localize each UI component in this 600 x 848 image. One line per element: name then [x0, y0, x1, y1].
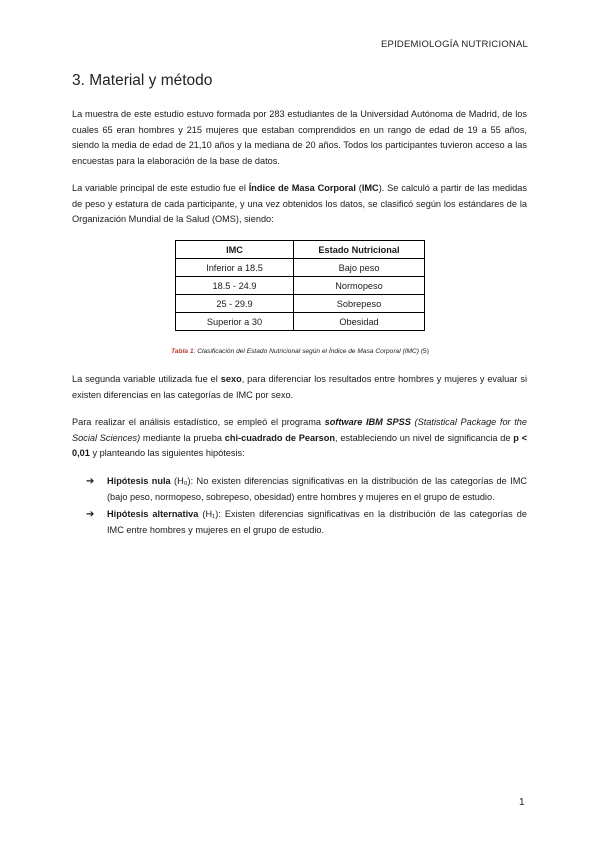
table-row	[176, 277, 425, 295]
p4-software-name: software IBM SPSS	[324, 417, 411, 427]
imc-classification-table	[175, 240, 425, 331]
p4-bold-test: chi-cuadrado de Pearson	[224, 432, 335, 443]
hypothesis-term: Hipótesis nula	[107, 476, 171, 486]
table-row	[176, 259, 425, 277]
table-cell-imc: Superior a 30	[176, 313, 294, 331]
p2-text-a: La variable principal de este estudio fue el	[72, 183, 249, 193]
table-caption	[0, 348, 600, 355]
hypotheses-list	[72, 474, 527, 541]
paragraph-sample	[72, 107, 527, 170]
list-item-alternative-hypothesis	[72, 507, 527, 538]
paragraph-second-variable	[72, 372, 527, 403]
hypothesis-term: Hipótesis alternativa	[107, 509, 199, 520]
section-title: 3. Material y método	[72, 72, 213, 89]
table-cell-estado: Normopeso	[294, 277, 425, 295]
arrow-right-icon: ➔	[86, 476, 95, 487]
table-header-estado: Estado Nutricional	[294, 241, 425, 259]
caption-label: Tabla 1	[171, 348, 194, 355]
p4-text-d: mediante la prueba	[140, 432, 225, 443]
paragraph-statistical-analysis	[72, 415, 527, 462]
table-cell-estado: Obesidad	[294, 313, 425, 331]
p3-bold-sexo: sexo	[220, 374, 242, 384]
running-header: EPIDEMIOLOGÍA NUTRICIONAL	[381, 39, 528, 50]
page-number: 1	[519, 797, 525, 808]
p4-text-h: y planteando las siguientes hipótesis:	[89, 448, 245, 459]
hypothesis-symbol: (H₀)	[170, 476, 191, 486]
p2-text-c: (	[355, 183, 362, 193]
p4-text-a: Para realizar el análisis estadístico, se empleó el programa	[72, 417, 325, 427]
table-header-row	[176, 241, 425, 259]
p4-software-expansion: (Statistical Package for the Social Sciences)	[72, 417, 527, 443]
paragraph-sample-text: La muestra de este estudio estuvo formada por 283 estudiantes de la Universidad Autónoma de Madrid, de los cuales 65 eran hombres y 215 mujeres que estaban comprendidos en un rango de edad de 19 a 55 años, siendo la media de edad de 21,10 años y la mediana de 20 años. Todos los participantes tuvieron acceso a las encuestas para la elaboración de la base de datos.	[72, 109, 527, 167]
hypothesis-text: : No existen diferencias significativas en la distribución de las categorías de IMC (bajo peso, normopeso, sobrepeso, obesidad) entre hombres y mujeres en el grupo de estudio.	[107, 476, 527, 502]
hypothesis-text: : Existen diferencias significativas en la distribución de las categorías de IMC entre hombres y mujeres en el grupo de estudio.	[107, 509, 527, 536]
table-row	[176, 295, 425, 313]
table-cell-imc: 18.5 - 24.9	[176, 277, 294, 295]
table-header-imc: IMC	[176, 241, 294, 259]
table-cell-estado: Sobrepeso	[294, 295, 425, 313]
table-cell-imc: Inferior a 18.5	[176, 259, 294, 277]
hypothesis-symbol: (H₁)	[198, 509, 219, 520]
p3-text-a: La segunda variable utilizada fue el	[72, 374, 221, 384]
table-cell-estado: Bajo peso	[294, 259, 425, 277]
table-row	[176, 313, 425, 331]
arrow-right-icon: ➔	[86, 509, 95, 521]
table-cell-imc: 25 - 29.9	[176, 295, 294, 313]
p3-text-c: , para diferenciar los resultados entre hombres y mujeres y evaluar si existen diferencias en las categorías de IMC por sexo.	[72, 374, 528, 400]
caption-text: : Clasificación del Estado Nutricional según el Índice de Masa Corporal (IMC)	[193, 348, 421, 355]
p4-bold-significance: p < 0,01	[72, 432, 527, 459]
caption-reference: (5)	[420, 348, 429, 355]
p4-text-f: , estableciendo un nivel de significancia de	[335, 432, 514, 443]
list-item-null-hypothesis	[72, 474, 527, 505]
p2-bold-imc-name: Índice de Masa Corporal	[248, 183, 356, 193]
p2-bold-imc-abbr: IMC	[361, 183, 379, 193]
p2-text-e: ). Se calculó a partir de las medidas de peso y estatura de cada participante, y una vez obtenidos los datos, se clasificó según los estándares de la Organización Mundial de la Salud (OMS), siendo:	[72, 183, 527, 225]
paragraph-main-variable	[72, 181, 527, 228]
